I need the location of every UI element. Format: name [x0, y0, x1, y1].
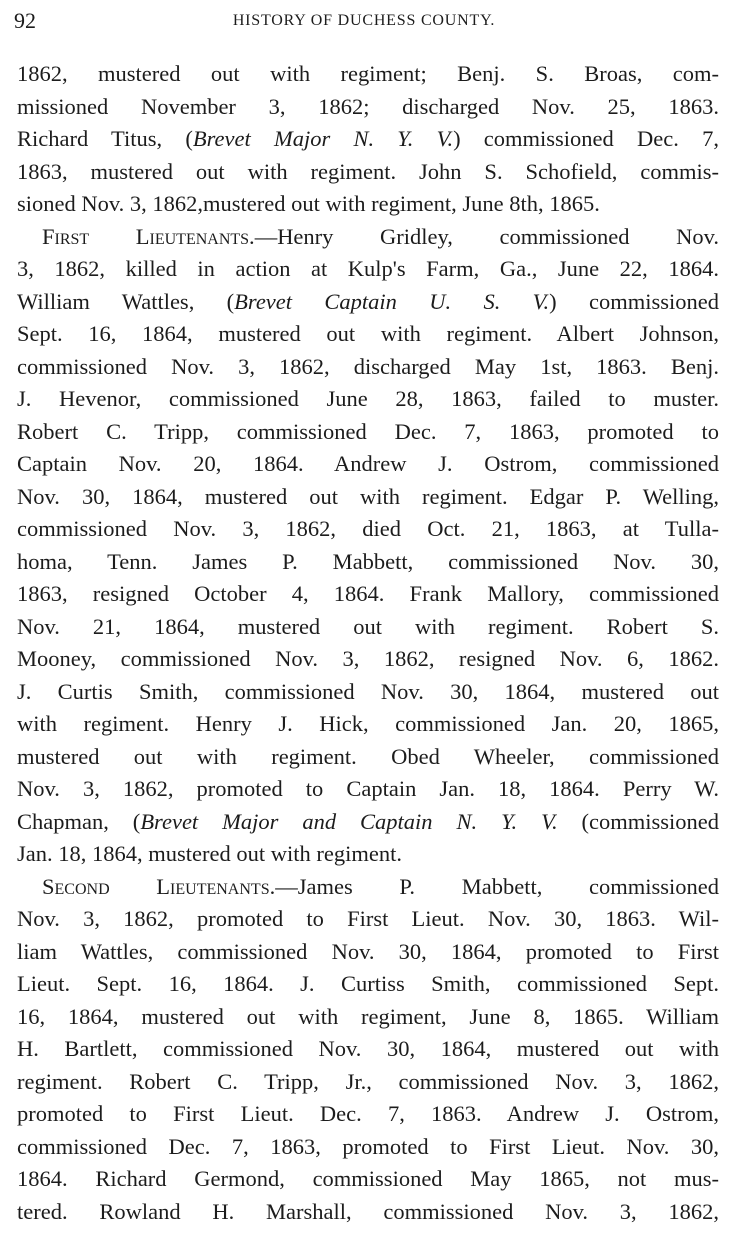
text-line: regiment. Robert C. Tripp, Jr., commissioned Nov. 3, 1862, — [17, 1068, 719, 1094]
text-line: Nov. 21, 1864, mustered out with regiment. Robert S. — [17, 613, 719, 639]
text-line: Sept. 16, 1864, mustered out with regiment. Albert Johnson, — [17, 321, 719, 346]
text-line: Nov. 3, 1862, promoted to Captain Jan. 18, 1864. Perry W. — [17, 776, 719, 801]
text-line: Captain Nov. 20, 1864. Andrew J. Ostrom, commissioned — [17, 451, 719, 476]
section-heading-first-lieutenants: First Lieutenants. — [42, 223, 255, 249]
text-line: sioned Nov. 3, 1862,mustered out with regiment, June 8th, 1865. — [17, 191, 600, 216]
text-line: liam Wattles, commissioned Nov. 30, 1864, promoted to First — [17, 938, 719, 964]
text-line: First Lieutenants.—Henry Gridley, commissioned Nov. — [42, 223, 719, 249]
body-text — [17, 58, 719, 1228]
text-line: Robert C. Tripp, commissioned Dec. 7, 1863, promoted to — [17, 418, 719, 444]
text-line: 1863, mustered out with regiment. John S. Schofield, commis- — [17, 158, 719, 184]
text-line: commissioned Dec. 7, 1863, promoted to First Lieut. Nov. 30, — [17, 1133, 719, 1159]
text-line: J. Hevenor, commissioned June 28, 1863, failed to muster. — [17, 386, 719, 411]
text-line: 3, 1862, killed in action at Kulp's Farm, Ga., June 22, 1864. — [17, 256, 719, 281]
section-heading-second-lieutenants: Second Lieutenants. — [42, 873, 276, 899]
text-line: homa, Tenn. James P. Mabbett, commissioned Nov. 30, — [17, 548, 719, 574]
text-line: with regiment. Henry J. Hick, commissioned Jan. 20, 1865, — [17, 711, 719, 736]
text-line: Richard Titus, (Brevet Major N. Y. V.) commissioned Dec. 7, — [17, 126, 719, 151]
text-line: H. Bartlett, commissioned Nov. 30, 1864, mustered out with — [17, 1036, 719, 1061]
text-line: Jan. 18, 1864, mustered out with regiment. — [17, 841, 402, 866]
brevet-rank: Brevet Major N. Y. V. — [192, 126, 454, 151]
text-line: 1862, mustered out with regiment; Benj. S. Broas, com- — [17, 61, 719, 86]
page-number: 92 — [14, 8, 36, 33]
text-line: commissioned Nov. 3, 1862, died Oct. 21, 1863, at Tulla- — [17, 516, 719, 541]
text-line: Chapman, (Brevet Major and Captain N. Y. V. (commissioned — [17, 808, 719, 834]
page-header — [14, 8, 714, 34]
text-line: 1863, resigned October 4, 1864. Frank Mallory, commissioned — [17, 581, 719, 606]
text-line: tered. Rowland H. Marshall, commissioned Nov. 3, 1862, — [17, 1198, 719, 1224]
text-line: Second Lieutenants.—James P. Mabbett, commissioned — [42, 873, 719, 899]
brevet-rank: Brevet Major and Captain N. Y. V. — [140, 808, 558, 834]
running-head: HISTORY OF DUCHESS COUNTY. — [232, 12, 496, 29]
text-line: William Wattles, (Brevet Captain U. S. V.) commissioned — [17, 288, 719, 314]
text-line: missioned November 3, 1862; discharged Nov. 25, 1863. — [17, 93, 719, 119]
brevet-rank: Brevet Captain U. S. V. — [234, 288, 550, 314]
text-line: promoted to First Lieut. Dec. 7, 1863. Andrew J. Ostrom, — [17, 1101, 719, 1126]
text-line: Lieut. Sept. 16, 1864. J. Curtiss Smith, commissioned Sept. — [17, 971, 719, 996]
text-line: Nov. 3, 1862, promoted to First Lieut. Nov. 30, 1863. Wil- — [17, 906, 719, 931]
text-line: 1864. Richard Germond, commissioned May 1865, not mus- — [17, 1166, 719, 1191]
text-line: mustered out with regiment. Obed Wheeler, commissioned — [17, 743, 719, 769]
text-line: Nov. 30, 1864, mustered out with regiment. Edgar P. Welling, — [17, 483, 719, 509]
text-line: commissioned Nov. 3, 1862, discharged May 1st, 1863. Benj. — [17, 353, 719, 379]
text-line: 16, 1864, mustered out with regiment, June 8, 1865. William — [17, 1003, 719, 1029]
text-line: J. Curtis Smith, commissioned Nov. 30, 1864, mustered out — [17, 678, 719, 704]
text-line: Mooney, commissioned Nov. 3, 1862, resigned Nov. 6, 1862. — [17, 646, 719, 671]
